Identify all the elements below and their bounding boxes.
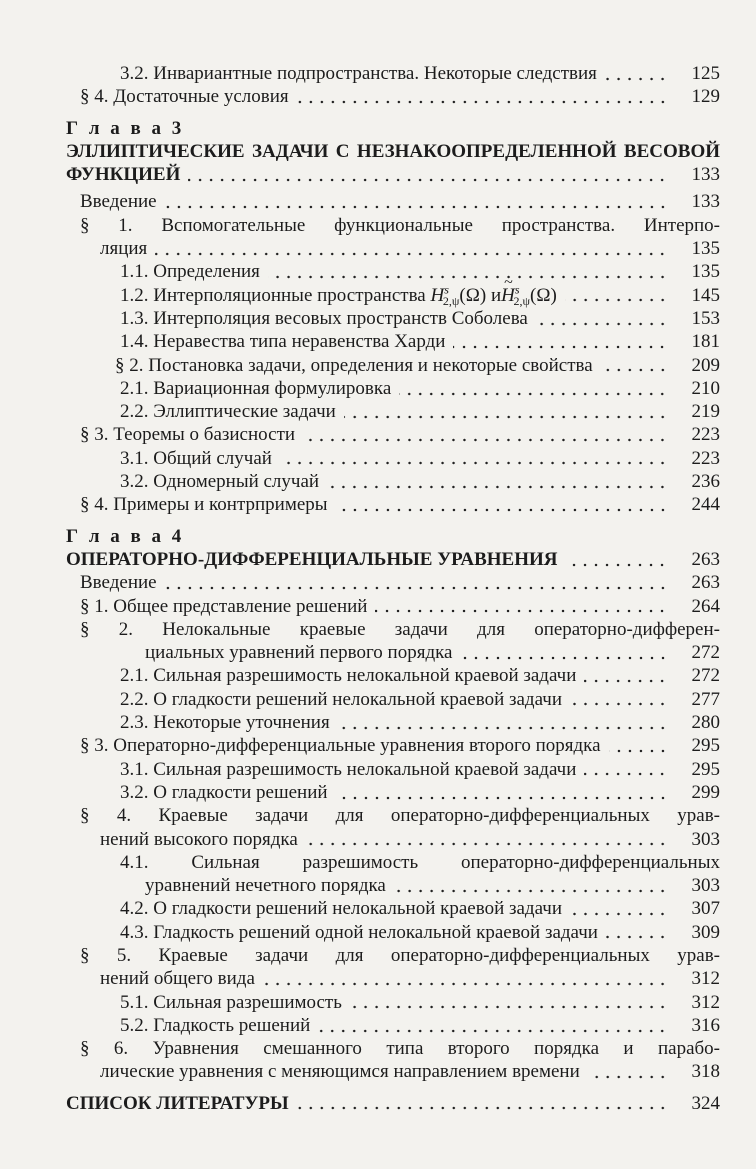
page-number: 280 (691, 712, 720, 734)
formula-symbol: H (430, 284, 445, 306)
dot-leader (155, 252, 668, 256)
entry-title: § 6. Уравнения смешанного типа второго порядка и парабо- (80, 1038, 720, 1060)
formula (426, 284, 557, 307)
entry-title: нений высокого порядка (100, 828, 298, 850)
entry-title: 1.1. Определения (120, 261, 260, 283)
dot-leader (338, 726, 668, 730)
toc-entry (0, 62, 756, 85)
dot-leader (280, 461, 668, 465)
entry-title: 4.3. Гладкость решений одной нелокальной краевой задачи (120, 921, 598, 943)
dot-leader (394, 889, 668, 893)
toc-entry (0, 781, 756, 804)
dot-leader (601, 368, 668, 372)
dot-leader (165, 586, 668, 590)
entry-title: 3.1. Сильная разрешимость нелокальной краевой задачи (120, 758, 577, 780)
toc-entry (0, 641, 756, 664)
toc-entry (0, 967, 756, 990)
toc-entry (0, 190, 756, 213)
table-of-contents (0, 62, 756, 1115)
entry-title: Введение (80, 572, 157, 594)
toc-entry (0, 470, 756, 493)
page-number: 295 (691, 758, 720, 780)
dot-leader (303, 438, 668, 442)
toc-entry (0, 140, 756, 163)
toc-entry (0, 618, 756, 641)
dot-leader (453, 345, 668, 349)
toc-entry (0, 804, 756, 827)
dot-leader (588, 1075, 668, 1079)
entry-title: ЭЛЛИПТИЧЕСКИЕ ЗАДАЧИ С НЕЗНАКООПРЕДЕЛЕННОЙ ВЕСОВОЙ (66, 140, 720, 162)
entry-title: 3.2. Одномерный случай (120, 471, 320, 493)
page-number: 318 (691, 1061, 720, 1083)
toc-entry (0, 851, 756, 874)
page-number: 307 (691, 898, 720, 920)
entry-title: 4.1. Сильная разрешимость операторно-дифференциальных (120, 851, 720, 873)
toc-entry (0, 330, 756, 353)
toc-entry (0, 237, 756, 260)
page-number: 263 (691, 572, 720, 594)
page-number: 129 (691, 86, 720, 108)
toc-entry (0, 734, 756, 757)
toc-entry (0, 758, 756, 781)
entry-title: циальных уравнений первого порядка (145, 642, 453, 664)
dot-leader (565, 298, 668, 302)
dot-leader (350, 1005, 668, 1009)
entry-title: уравнений нечетного порядка (145, 875, 386, 897)
entry-title: § 4. Достаточные условия (80, 86, 289, 108)
entry-title: 3.1. Общий случай (120, 447, 272, 469)
entry-title: 5.2. Гладкость решений (120, 1014, 311, 1036)
dot-leader (268, 275, 668, 279)
dot-leader (188, 178, 668, 182)
toc-entry (0, 571, 756, 594)
page-number: 135 (691, 261, 720, 283)
entry-title: 1.3. Интерполяция весовых пространств Соболева (120, 307, 528, 329)
page-number: 223 (691, 424, 720, 446)
page-number: 125 (691, 63, 720, 84)
entry-title: лические уравнения с меняющимся направлением времени (100, 1061, 580, 1083)
toc-entry (0, 284, 756, 307)
page-number: 153 (691, 307, 720, 329)
page-number: 135 (691, 238, 720, 260)
chapter-heading (0, 117, 756, 140)
dot-leader (318, 1029, 668, 1033)
formula-conjunction: и (486, 284, 502, 306)
entry-title: 2.2. Эллиптические задачи (120, 401, 336, 423)
entry-title: § 1. Вспомогательные функциональные пространства. Интерпо- (80, 214, 720, 236)
entry-title: Г л а в а 4 (66, 525, 185, 547)
entry-title: 1.4. Неравества типа неравенства Харди (120, 331, 446, 353)
dot-leader (399, 392, 668, 396)
page-number: 133 (691, 191, 720, 213)
dot-leader (336, 508, 668, 512)
toc-entry (0, 874, 756, 897)
dot-leader (327, 485, 668, 489)
toc-entry (0, 595, 756, 618)
dot-leader (336, 796, 668, 800)
entry-title: § 5. Краевые задачи для операторно-дифференциальных урав- (80, 944, 720, 966)
page-number: 316 (691, 1014, 720, 1036)
formula-sub: 2,ψ (513, 294, 531, 309)
entry-title: 4.2. О гладкости решений нелокальной краевой задачи (120, 898, 562, 920)
page-number: 145 (691, 284, 720, 306)
entry-title: 2.1. Сильная разрешимость нелокальной краевой задачи (120, 665, 577, 687)
entry-title: Г л а в а 3 (66, 117, 185, 139)
page-number: 263 (691, 548, 720, 570)
entry-title: Введение (80, 191, 157, 213)
page-number: 303 (691, 875, 720, 897)
toc-entry (0, 260, 756, 283)
page-number: 210 (691, 377, 720, 399)
entry-title: § 3. Операторно-дифференциальные уравнения второго порядка (80, 735, 601, 757)
toc-entry (0, 1037, 756, 1060)
dot-leader (461, 656, 669, 660)
page-number: 312 (691, 968, 720, 990)
toc-entry (0, 400, 756, 423)
dot-leader (605, 77, 668, 81)
page-number: 236 (691, 471, 720, 493)
dot-leader (344, 415, 668, 419)
page-number: 244 (691, 494, 720, 516)
page-number: 312 (691, 991, 720, 1013)
formula-symbol: ~ H (501, 284, 515, 307)
toc-entry (0, 1014, 756, 1037)
formula-sup: s (514, 282, 520, 297)
entry-title: СПИСОК ЛИТЕРАТУРЫ (66, 1092, 289, 1114)
toc-entry (0, 447, 756, 470)
entry-title: § 3. Теоремы о базисности (80, 424, 296, 446)
page-number: 219 (691, 401, 720, 423)
toc-entry (0, 897, 756, 920)
dot-leader (536, 322, 668, 326)
dot-leader (565, 563, 668, 567)
entry-title: ляция (100, 238, 148, 260)
toc-entry (0, 664, 756, 687)
page-number: 272 (691, 665, 720, 687)
toc-entry (0, 85, 756, 108)
toc-entry (0, 711, 756, 734)
entry-title: 1.2. Интерполяционные пространства (120, 284, 426, 306)
dot-leader (609, 749, 668, 753)
page-number: 303 (691, 828, 720, 850)
page-number: 264 (691, 595, 720, 617)
dot-leader (584, 679, 668, 683)
formula-sup: s (444, 282, 449, 297)
toc-entry (0, 991, 756, 1014)
dot-leader (570, 912, 668, 916)
entry-title: § 1. Общее представление решений (80, 595, 368, 617)
page-number: 209 (691, 354, 720, 376)
formula-arg: (Ω) (530, 284, 557, 306)
toc-entry (0, 921, 756, 944)
toc-entry (0, 354, 756, 377)
entry-title: ОПЕРАТОРНО-ДИФФЕРЕНЦИАЛЬНЫЕ УРАВНЕНИЯ (66, 548, 558, 570)
entry-title: § 4. Краевые задачи для операторно-дифференциальных урав- (80, 805, 720, 827)
page-number: 299 (691, 781, 720, 803)
dot-leader (375, 609, 668, 613)
toc-entry (0, 944, 756, 967)
toc-entry (0, 828, 756, 851)
entry-title: 2.2. О гладкости решений нелокальной краевой задачи (120, 688, 562, 710)
toc-entry (0, 307, 756, 330)
entry-title: 3.2. Инвариантные подпространства. Некоторые следствия (120, 63, 597, 84)
page-number: 272 (691, 642, 720, 664)
entry-title: 2.1. Вариационная формулировка (120, 377, 392, 399)
dot-leader (297, 1106, 668, 1110)
toc-entry (0, 1092, 756, 1115)
toc-entry (0, 377, 756, 400)
dot-leader (165, 205, 668, 209)
entry-title: 5.1. Сильная разрешимость (120, 991, 342, 1013)
page-number: 324 (691, 1092, 720, 1114)
page-number: 309 (691, 921, 720, 943)
entry-title: § 2. Нелокальные краевые задачи для операторно-дифферен- (80, 618, 720, 640)
toc-entry (0, 548, 756, 571)
entry-title: 2.3. Некоторые уточнения (120, 712, 330, 734)
dot-leader (263, 982, 668, 986)
toc-entry (0, 163, 756, 186)
dot-leader (606, 935, 668, 939)
page-number: 277 (691, 688, 720, 710)
page-number: 295 (691, 735, 720, 757)
toc-entry (0, 493, 756, 516)
dot-leader (306, 842, 668, 846)
dot-leader (297, 100, 668, 104)
entry-title: § 4. Примеры и контрпримеры (80, 494, 328, 516)
page-number: 223 (691, 447, 720, 469)
toc-entry (0, 688, 756, 711)
entry-title: § 2. Постановка задачи, определения и некоторые свойства (115, 354, 593, 376)
toc-entry (0, 1060, 756, 1083)
toc-entry (0, 214, 756, 237)
formula-sub: 2,ψ (442, 294, 460, 309)
dot-leader (570, 702, 668, 706)
page-number: 133 (691, 164, 720, 186)
page-number: 181 (691, 331, 720, 353)
entry-title: 3.2. О гладкости решений (120, 781, 328, 803)
formula-arg: (Ω) (459, 284, 487, 306)
dot-leader (584, 772, 668, 776)
entry-title: ФУНКЦИЕЙ (66, 164, 181, 186)
entry-title: нений общего вида (100, 968, 255, 990)
chapter-heading (0, 525, 756, 548)
toc-entry (0, 423, 756, 446)
